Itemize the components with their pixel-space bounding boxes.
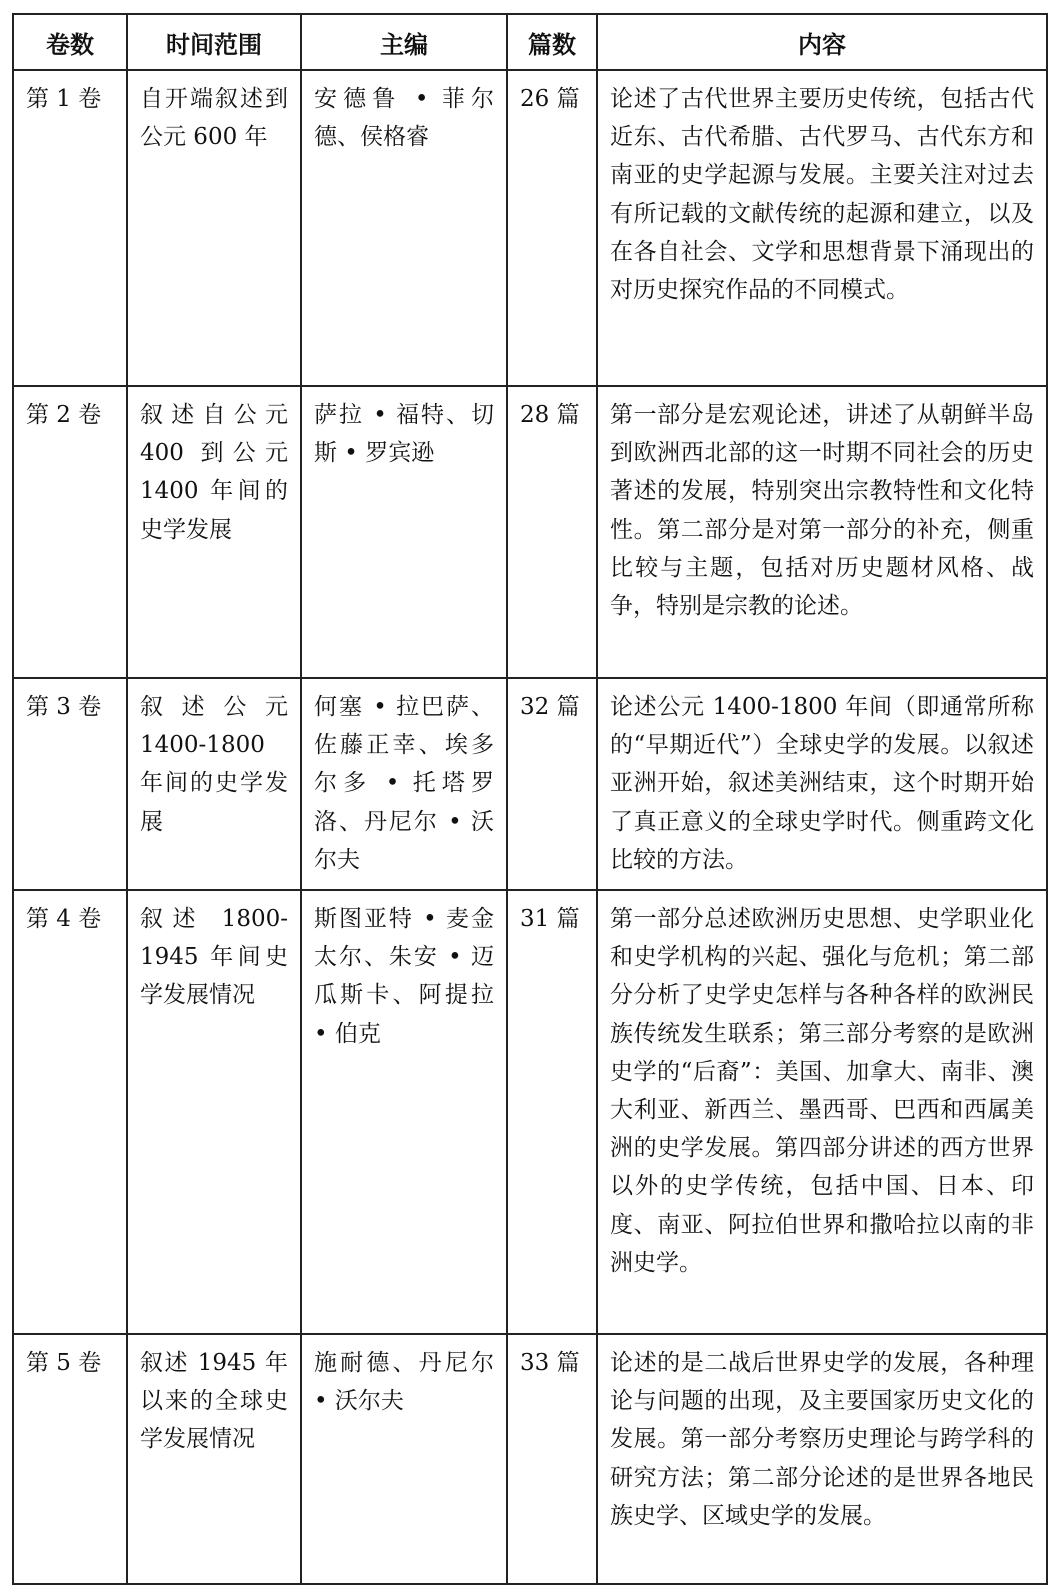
content-cell: 论述了古代世界主要历史传统，包括古代近东、古代希腊、古代罗马、古代东方和南亚的史学起源与发展。主要关注对过去有所记载的文献传统的起源和建立，以及在各自社会、文学和思想背景下涌现出的对历史探究作品的不同模式。 (597, 70, 1047, 386)
table-row (13, 386, 1047, 678)
content-cell: 论述公元 1400-1800 年间（即通常所称的“早期近代”）全球史学的发展。以叙述亚洲开始，叙述美洲结束，这个时期开始了真正意义的全球史学时代。侧重跨文化比较的方法。 (597, 678, 1047, 890)
content-cell: 论述的是二战后世界史学的发展，各种理论与问题的出现，及主要国家历史文化的发展。第一部分考察历史理论与跨学科的研究方法；第二部分论述的是世界各地民族史学、区域史学的发展。 (597, 1334, 1047, 1584)
editors-cell: 施耐德、丹尼尔 • 沃尔夫 (301, 1334, 507, 1584)
editors-cell: 斯图亚特 • 麦金太尔、朱安 • 迈瓜斯卡、阿提拉 • 伯克 (301, 890, 507, 1334)
header-row (13, 14, 1047, 70)
editors-cell: 萨拉 • 福特、切斯 • 罗宾逊 (301, 386, 507, 678)
table-row (13, 890, 1047, 1334)
volume-cell: 第 3 卷 (13, 678, 127, 890)
content-cell: 第一部分是宏观论述，讲述了从朝鲜半岛到欧洲西北部的这一时期不同社会的历史著述的发展，特别突出宗教特性和文化特性。第二部分是对第一部分的补充，侧重比较与主题，包括对历史题材风格、战争，特别是宗教的论述。 (597, 386, 1047, 678)
header-editors: 主编 (301, 14, 507, 70)
table-row (13, 70, 1047, 386)
count-cell: 26 篇 (507, 70, 597, 386)
count-cell: 33 篇 (507, 1334, 597, 1584)
editors-cell: 何塞 • 拉巴萨、佐藤正幸、埃多尔多 • 托塔罗洛、丹尼尔 • 沃尔夫 (301, 678, 507, 890)
period-cell: 自开端叙述到公元 600 年 (127, 70, 301, 386)
volumes-table (12, 13, 1048, 1585)
editors-cell: 安德鲁 • 菲尔德、侯格睿 (301, 70, 507, 386)
header-period: 时间范围 (127, 14, 301, 70)
count-cell: 32 篇 (507, 678, 597, 890)
header-count: 篇数 (507, 14, 597, 70)
volume-cell: 第 4 卷 (13, 890, 127, 1334)
content-cell: 第一部分总述欧洲历史思想、史学职业化和史学机构的兴起、强化与危机；第二部分分析了史学史怎样与各种各样的欧洲民族传统发生联系；第三部分考察的是欧洲史学的“后裔”：美国、加拿大、南非、澳大利亚、新西兰、墨西哥、巴西和西属美洲的史学发展。第四部分讲述的西方世界以外的史学传统，包括中国、日本、印度、南亚、阿拉伯世界和撒哈拉以南的非洲史学。 (597, 890, 1047, 1334)
header-content: 内容 (597, 14, 1047, 70)
volume-cell: 第 1 卷 (13, 70, 127, 386)
period-cell: 叙述公元 1400-1800 年间的史学发展 (127, 678, 301, 890)
header-volume: 卷数 (13, 14, 127, 70)
count-cell: 28 篇 (507, 386, 597, 678)
period-cell: 叙述 1800-1945 年间史学发展情况 (127, 890, 301, 1334)
volume-cell: 第 5 卷 (13, 1334, 127, 1584)
volume-cell: 第 2 卷 (13, 386, 127, 678)
count-cell: 31 篇 (507, 890, 597, 1334)
table-row (13, 1334, 1047, 1584)
period-cell: 叙述自公元 400 到公元 1400 年间的史学发展 (127, 386, 301, 678)
period-cell: 叙述 1945 年以来的全球史学发展情况 (127, 1334, 301, 1584)
table-row (13, 678, 1047, 890)
